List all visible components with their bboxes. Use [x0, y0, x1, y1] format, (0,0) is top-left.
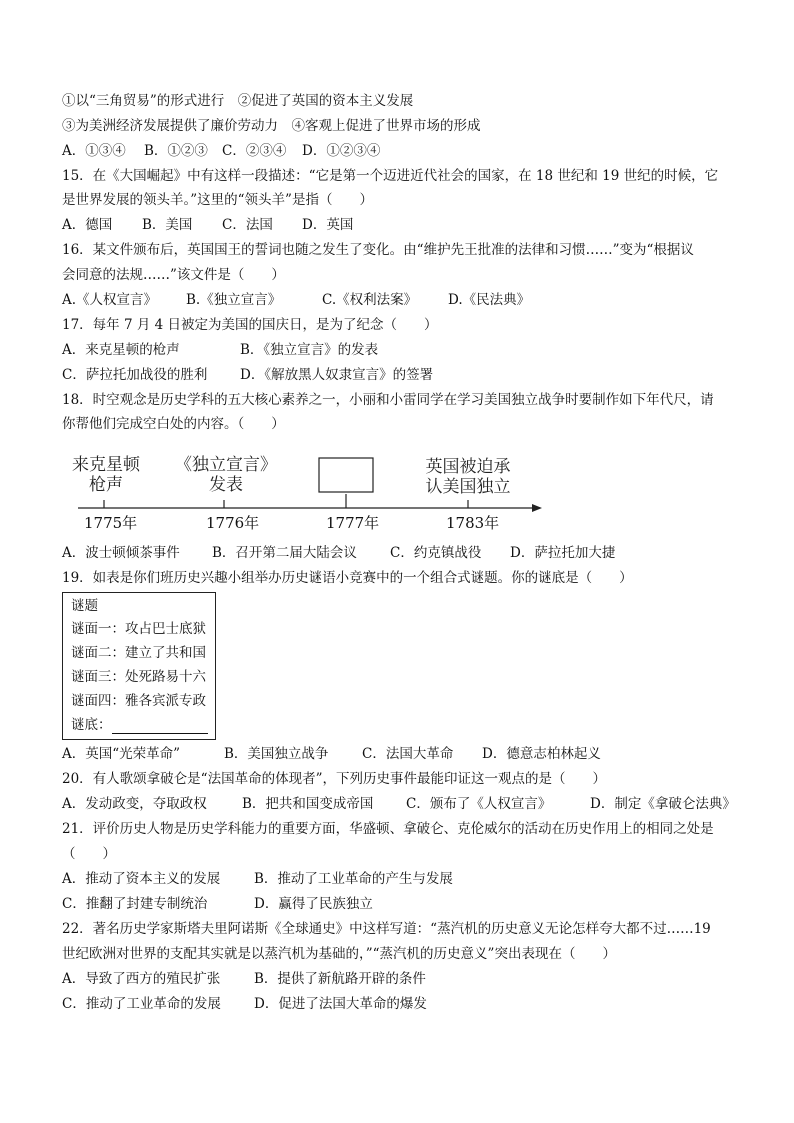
q18-timeline: [62, 446, 562, 538]
q21-stem-line1: 21．评价历史人物是历史学科能力的重要方面，华盛顿、拿破仑、克伦威尔的活动在历史作用上的相同之处是: [62, 821, 714, 837]
riddle-clue-2: 谜面二：建立了共和国: [71, 645, 206, 661]
q20-option-d[interactable]: D．制定《拿破仑法典》: [590, 796, 736, 812]
q18-option-d[interactable]: D．萨拉托加大捷: [510, 545, 616, 561]
q15-option-b[interactable]: B．美国: [142, 217, 193, 233]
q22-option-a[interactable]: A．导致了西方的殖民扩张: [62, 971, 221, 987]
timeline-blank-box[interactable]: [319, 458, 373, 492]
q22-option-d[interactable]: D．促进了法国大革命的爆发: [254, 996, 427, 1012]
q16-option-d[interactable]: D.《民法典》: [448, 292, 531, 308]
q17-option-b[interactable]: B．《独立宣言》的发表: [240, 342, 379, 358]
q18-option-c[interactable]: C．约克镇战役: [390, 545, 482, 561]
q14-option-d[interactable]: D．①②③④: [302, 143, 381, 159]
q19-option-b[interactable]: B．美国独立战争: [224, 746, 329, 762]
timeline-year-1775: 1775年: [84, 514, 138, 532]
riddle-clue-4: 谜面四：雅各宾派专政: [71, 693, 206, 709]
q15-option-a[interactable]: A．德国: [62, 217, 113, 233]
q14-option-b[interactable]: B．①②③: [144, 143, 208, 159]
q16-stem-line2: 会同意的法规……”该文件是（ ）: [62, 267, 285, 283]
q16-option-b[interactable]: B.《独立宣言》: [186, 292, 282, 308]
timeline-event-4-line1: 英国被迫承: [425, 457, 511, 477]
timeline-event-4-line2: 认美国独立: [425, 477, 511, 497]
q15-stem-line2: 是世界发展的领头羊。”这里的“领头羊”是指（ ）: [62, 192, 373, 208]
q15-option-c[interactable]: C．法国: [222, 217, 273, 233]
riddle-clue-3: 谜面三：处死路易十六: [71, 669, 206, 685]
timeline-event-2-line1: 《独立宣言》: [175, 455, 277, 475]
riddle-clue-1: 谜面一：攻占巴士底狱: [71, 621, 206, 637]
q21-option-a[interactable]: A．推动了资本主义的发展: [62, 871, 221, 887]
riddle-answer-row: [71, 716, 208, 734]
q18-stem-line2: 你帮他们完成空白处的内容。（ ）: [62, 416, 285, 432]
q20-option-a[interactable]: A．发动政变，夺取政权: [62, 796, 207, 812]
q17-option-d[interactable]: D．《解放黑人奴隶宣言》的签署: [240, 367, 434, 383]
q22-stem-line2: 世纪欧洲对世界的支配其实就是以蒸汽机为基础的，”“蒸汽机的历史意义”突出表现在（ ）: [62, 946, 616, 962]
q15-stem-line1: 15．在《大国崛起》中有这样一段描述：“它是第一个迈进近代社会的国家，在 18 世纪和 19 世纪的时候，它: [62, 168, 719, 184]
q16-option-c[interactable]: C.《权利法案》: [322, 292, 418, 308]
riddle-answer-label: 谜底：: [71, 717, 112, 733]
q18-option-a[interactable]: A．波士顿倾茶事件: [62, 545, 180, 561]
timeline-year-1777: 1777年: [326, 514, 380, 532]
q22-option-b[interactable]: B．提供了新航路开辟的条件: [254, 971, 426, 987]
q16-stem-line1: 16．某文件颁布后，英国国王的誓词也随之发生了变化。由“维护先王批准的法律和习惯……”变为“根据议: [62, 242, 694, 258]
q19-option-a[interactable]: A．英国“光荣革命”: [62, 746, 181, 762]
timeline-arrow-icon: [532, 504, 542, 512]
riddle-title: 谜题: [71, 598, 98, 614]
q18-option-b[interactable]: B．召开第二届大陆会议: [212, 545, 357, 561]
timeline-year-1776: 1776年: [206, 514, 260, 532]
q17-option-c[interactable]: C．萨拉托加战役的胜利: [62, 367, 208, 383]
riddle-answer-blank[interactable]: [112, 719, 208, 734]
q20-stem-line1: 20．有人歌颂拿破仑是“法国革命的体现者”，下列历史事件最能印证这一观点的是（ ）: [62, 771, 606, 787]
q21-stem-line2: （ ）: [62, 846, 116, 862]
timeline-event-1-line1: 来克星顿: [72, 455, 140, 475]
q17-option-a[interactable]: A．来克星顿的枪声: [62, 342, 180, 358]
q17-stem-line1: 17．每年 7 月 4 日被定为美国的国庆日，是为了纪念（ ）: [62, 317, 438, 333]
q15-option-d[interactable]: D．英国: [302, 217, 354, 233]
q19-stem-line1: 19．如表是你们班历史兴趣小组举办历史谜语小竞赛中的一个组合式谜题。你的谜底是（ ）: [62, 570, 633, 586]
q14-statements-line2: ③为美洲经济发展提供了廉价劳动力 ④客观上促进了世界市场的形成: [62, 118, 481, 134]
q14-option-a[interactable]: A．①③④: [62, 143, 126, 159]
q16-option-a[interactable]: A.《人权宣言》: [62, 292, 158, 308]
timeline-event-2-line2: 发表: [209, 475, 243, 495]
q18-stem-line1: 18．时空观念是历史学科的五大核心素养之一，小丽和小雷同学在学习美国独立战争时要制作如下年代尺，请: [62, 392, 714, 408]
timeline-year-1783: 1783年: [446, 514, 500, 532]
q20-option-b[interactable]: B．把共和国变成帝国: [242, 796, 374, 812]
q19-option-d[interactable]: D．德意志柏林起义: [482, 746, 601, 762]
q20-option-c[interactable]: C．颁布了《人权宣言》: [406, 796, 552, 812]
timeline-event-1-line2: 枪声: [89, 475, 123, 495]
q22-stem-line1: 22．著名历史学家斯塔夫里阿诺斯《全球通史》中这样写道：“蒸汽机的历史意义无论怎样夸大都不过……19: [62, 921, 711, 937]
q21-option-b[interactable]: B．推动了工业革命的产生与发展: [254, 871, 453, 887]
q22-option-c[interactable]: C．推动了工业革命的发展: [62, 996, 221, 1012]
q14-option-c[interactable]: C．②③④: [222, 143, 287, 159]
q21-option-c[interactable]: C．推翻了封建专制统治: [62, 896, 208, 912]
q14-statements-line1: ①以“三角贸易”的形式进行 ②促进了英国的资本主义发展: [62, 93, 414, 109]
q21-option-d[interactable]: D．赢得了民族独立: [254, 896, 373, 912]
q19-option-c[interactable]: C．法国大革命: [362, 746, 454, 762]
q19-riddle-box: [62, 592, 216, 740]
